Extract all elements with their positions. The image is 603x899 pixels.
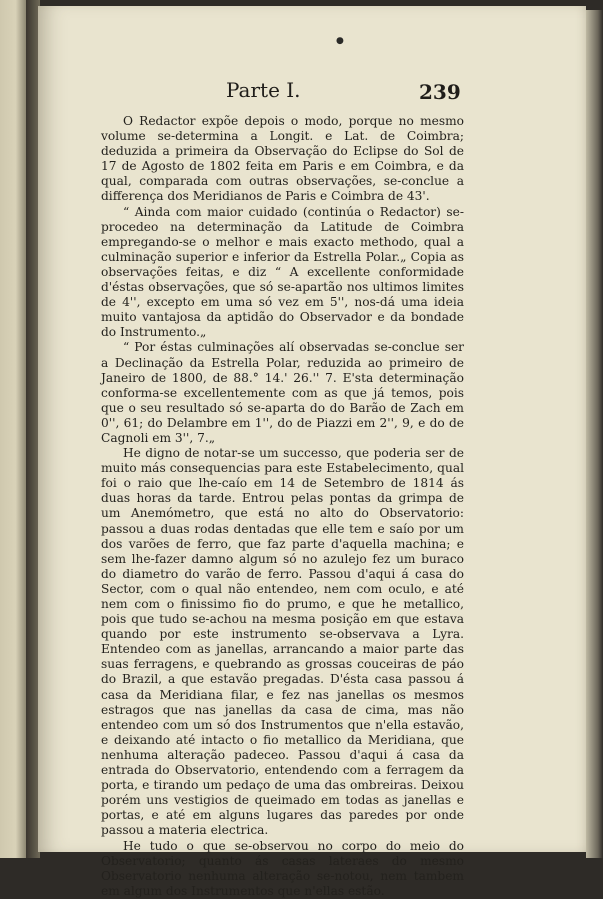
facing-page-edge <box>0 0 26 858</box>
paragraph: “ Ainda com maior cuidado (continúa o Redactor) se-procedeo na determinação da Latitude de Coimbra empregando-se o melhor e mais exacto methodo, qual a culminação superior e inferior da Estrella Polar.„ Copia as observações feitas, e diz “ A excellente conformidade d'éstas observações, que só se-apartão nos ultimos limites de 4'', excepto em uma só vez em 5'', nos-dá uma ideia muito vantajosa da aptidão do Observador e da bondade do Instrumento.„ <box>101 204 464 340</box>
ink-dot: ● <box>336 36 344 46</box>
book-page <box>38 6 586 898</box>
paragraph: “ Por éstas culminações alí observadas se-conclue ser a Declinação da Estrella Polar, reduzida ao primeiro de Janeiro de 1800, de 88.° 14.' 26.'' 7. E'sta determinação conforma-se excellentemente com as que já temos, pois que o seu resultado só se-aparta do do Barão de Zach em 0'', 61; do Delambre em 1'', do de Piazzi em 2'', 9, e do de Cagnoli em 3'', 7.„ <box>101 340 464 445</box>
body-text <box>101 114 464 899</box>
paragraph: He digno de notar-se um successo, que poderia ser de muito más consequencias para este Estabelecimento, qual foi o raio que lhe-caío em 14 de Setembro de 1814 ás duas horas da tarde. Entrou pelas pontas da grimpa de um Anemómetro, que está no alto do Observatorio: passou a duas rodas dentadas que elle tem e saío por um dos varões de ferro, que faz parte d'aquella machina; e sem lhe-fazer damno algum só no azulejo fez um buraco do diametro do varão de ferro. Passou d'aqui á casa do Sector, com o qual não entendeo, nem com oculo, e até nem com o finissimo fio do prumo, e que he metallico, pois que tudo se-achou na mesma posição em que estava quando por este instrumento se-observava a Lyra. Entendeo com as janellas, arrancando a maior parte das suas ferragens, e quebrando as grossas couceiras de páo do Brazil, a que estavão pregadas. D'ésta casa passou á casa da Meridiana filar, e fez nas janellas os mesmos estragos que nas janellas da casa de cima, mas não entendeo com um só dos Instrumentos que n'ella estavão, e deixando até intacto o fio metallico da Meridiana, que nenhuma alteração padeceo. Passou d'aqui á casa da entrada do Observatorio, entendendo com a ferragem da porta, e tirando um pedaço de uma das ombreiras. Deixou porém uns vestigios de queimado em todas as janellas e portas, e até em alguns lugares das paredes por onde passou a materia electrica. <box>101 446 464 838</box>
page-edge-shadow <box>586 10 603 858</box>
paragraph: He tudo o que se-observou no corpo do meio do Observatorio; quanto ás casas lateraes do mesmo Observatorio nenhuma alteração se-notou, nem tambem em algum dos Instrumentos que n'ellas estão. <box>101 838 464 898</box>
page-number: 239 <box>419 80 461 104</box>
paragraph: O Redactor expõe depois o modo, porque no mesmo volume se-determina a Longit. e Lat. de Coimbra; deduzida a primeira da Observação do Eclipse do Sol de 17 de Agosto de 1802 feita em Paris e em Coimbra, e da qual, comparada com outras observações, se-conclue a differença dos Meridianos de Paris e Coimbra de 43'. <box>101 114 464 204</box>
running-head: Parte I. <box>226 78 301 102</box>
page-header <box>38 78 586 106</box>
